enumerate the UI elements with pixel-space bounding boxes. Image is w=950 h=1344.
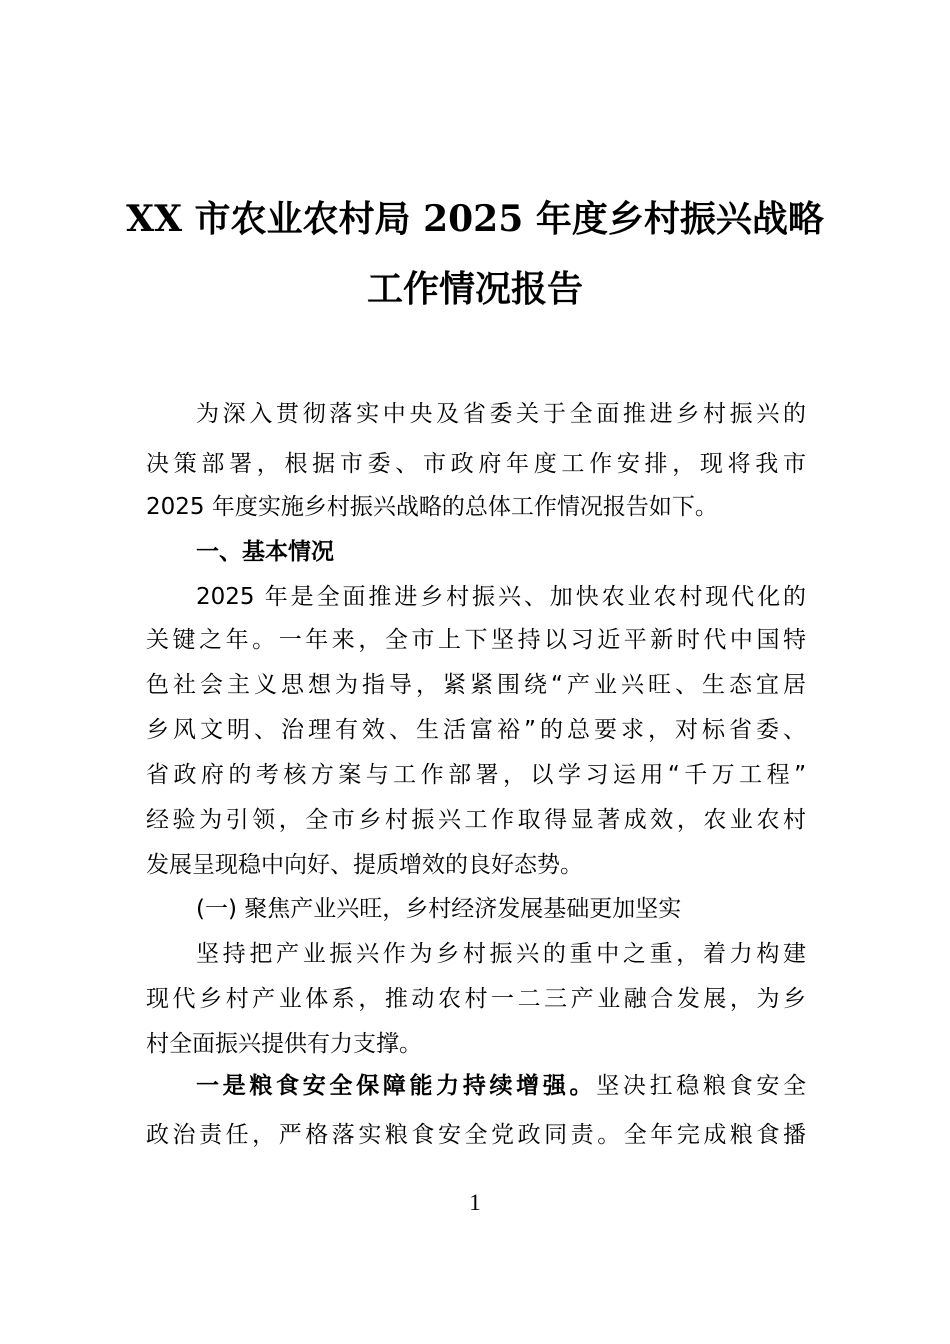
subsection1-line-2: 现代乡村产业体系，推动农村一二三产业融合发展，为乡: [146, 986, 806, 1012]
point1-lead: 一是粮食安全保障能力持续增强。: [196, 1073, 597, 1099]
point1-line-2: 政治责任，严格落实粮食安全党政同责。全年完成粮食播: [146, 1122, 806, 1148]
section1-line-7: 发展呈现稳中向好、提质增效的良好态势。: [146, 852, 583, 878]
intro-line-3: 2025 年度实施乡村振兴战略的总体工作情况报告如下。: [146, 494, 718, 520]
page-number: 1: [469, 1190, 481, 1215]
intro-line-2: 决策部署，根据市委、市政府年度工作安排，现将我市: [146, 451, 806, 477]
subsection1-line-1: 坚持把产业振兴作为乡村振兴的重中之重，着力构建: [196, 941, 806, 967]
document-title-line-1: XX 市农业农村局 2025 年度乡村振兴战略: [126, 198, 824, 240]
section1-line-5: 省政府的考核方案与工作部署，以学习运用“千万工程”: [146, 762, 806, 788]
intro-line-1: 为深入贯彻落实中央及省委关于全面推进乡村振兴的: [196, 401, 806, 427]
document-title-line-2: 工作情况报告: [366, 268, 583, 310]
section1-line-6: 经验为引领，全市乡村振兴工作取得显著成效，农业农村: [146, 807, 806, 833]
section1-line-3: 色社会主义思想为指导，紧紧围绕“产业兴旺、生态宜居: [146, 672, 806, 698]
point1-line-1: [196, 1066, 806, 1106]
subsection1-line-3: 村全面振兴提供有力支撑。: [146, 1031, 422, 1057]
section-heading-basic-situation: 一、基本情况: [196, 539, 334, 565]
section1-line-2: 关键之年。一年来，全市上下坚持以习近平新时代中国特: [146, 627, 806, 653]
section1-line-4: 乡风文明、治理有效、生活富裕”的总要求，对标省委、: [146, 717, 806, 743]
point1-rest: 坚决扛稳粮食安全: [596, 1073, 806, 1099]
subsection-heading-industry: (一) 聚焦产业兴旺，乡村经济发展基础更加坚实: [196, 896, 682, 922]
section1-line-1: 2025 年是全面推进乡村振兴、加快农业农村现代化的: [196, 584, 806, 610]
